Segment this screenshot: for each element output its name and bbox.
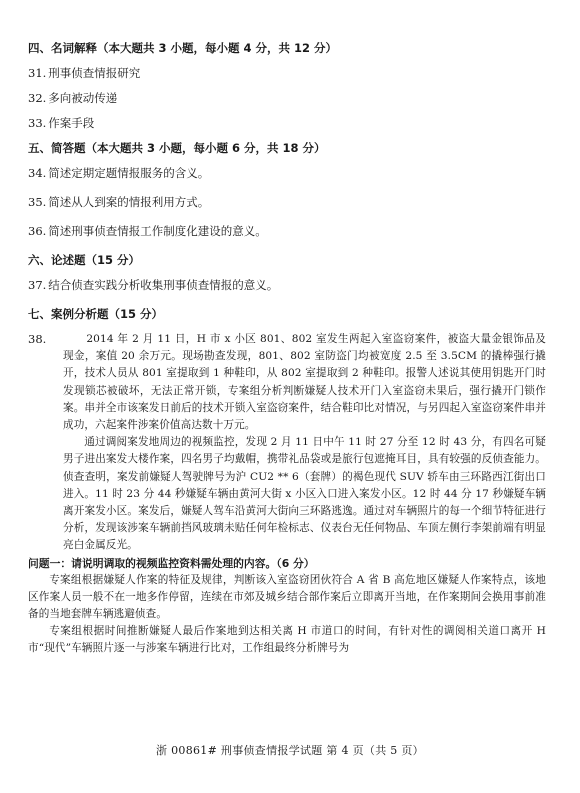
question-number: 32.	[28, 91, 47, 105]
question-number: 37.	[28, 278, 47, 292]
question-text: 简述从人到案的情报利用方式。	[48, 195, 210, 209]
question-number: 31.	[28, 66, 47, 80]
case-paragraph-4: 专案组根据时间推断嫌疑人最后作案地到达相关离 H 市道口的时间，有针对性的调阅相关道口离开 H 市“现代”车辆照片逐一与涉案车辆进行比对，工作组最终分析牌号为	[28, 625, 546, 655]
question-35	[28, 194, 546, 210]
page-footer: 浙 00861# 刑事侦查情报学试题 第 4 页（共 5 页）	[156, 744, 424, 757]
question-text: 刑事侦查情报研究	[48, 66, 141, 80]
section-heading-essay: 六、论述题（15 分）	[28, 253, 141, 267]
question-36	[28, 223, 546, 239]
case-question-1: 问题一：请说明调取的视频监控资料需处理的内容。（6 分）	[28, 556, 315, 570]
question-number: 35.	[28, 195, 47, 209]
question-37	[28, 277, 546, 293]
question-32	[28, 90, 546, 106]
case-paragraph-3: 专案组根据嫌疑人作案的特征及规律，判断该入室盗窃团伙符合 A 省 B 高危地区嫌疑人作案特点，该地区作案人员一般不在一地多作停留，连续在市郊及城乡结合部作案后立即离开当地，在作案期间会换用事前准备的当地套牌车辆逃避侦查。	[28, 573, 546, 621]
case-paragraph-2: 通过调阅案发地周边的视频监控，发现 2 月 11 日中午 11 时 27 分至 12 时 43 分，有四名可疑男子进出案发大楼作案，四名男子均戴帽，携带礼品袋或是旅行包遮掩耳目，具有较强的反侦查能力。侦查查明，案发前嫌疑人驾驶牌号为沪 CU2 ** 6（套牌）的褐色现代 SUV 轿车由三环路西江街出口进入。11 时 23 分 44 秒嫌疑车辆由黄河大街 x 小区入口进入案发小区。12 时 44 分 17 秒嫌疑车辆离开案发小区。案发后，嫌疑人驾车沿黄河大街向三环路逃逸。通过对车辆照片的每一个细节特征进行分析，发现该涉案车辆前挡风玻璃未贴任何年检标志、仪表台无任何物品、车顶左侧行李架前端有明显亮白金属反光。	[63, 436, 546, 552]
question-number: 34.	[28, 166, 47, 180]
section-heading-terms: 四、名词解释（本大题共 3 小题，每小题 4 分，共 12 分）	[28, 41, 338, 55]
question-number: 38.	[28, 332, 47, 346]
section-heading-case-analysis: 七、案例分析题（15 分）	[28, 307, 164, 321]
question-31	[28, 65, 546, 81]
section-heading-short-answer: 五、简答题（本大题共 3 小题，每小题 6 分，共 18 分）	[28, 141, 326, 155]
question-text: 作案手段	[48, 116, 95, 130]
question-text: 多向被动传递	[48, 91, 118, 105]
case-38	[28, 331, 546, 658]
question-text: 结合侦查实践分析收集刑事侦查情报的意义。	[48, 278, 279, 292]
question-text: 简述定期定题情报服务的含义。	[48, 166, 210, 180]
case-paragraph-1: 2014 年 2 月 11 日，H 市 x 小区 801、802 室发生两起入室盗窃案件，被盗大量金银饰品及现金，案值 20 余万元。现场勘查发现，801、802 室防盗门均被宽度 2.5 至 3.5CM 的撬棒强行撬开，技术人员从 801 室提取到 1 种鞋印，从 802 室提取到 2 种鞋印。报警人述说其使用钥匙开门时发现锁芯被破坏，无法正常开锁，专案组分析判断嫌疑人技术开门入室盗窃未果后，强行撬开门锁作案。串并全市该案发日前后的技术开锁入室盗窃案件，结合鞋印比对情况，与另四起入室盗窃案件串并成功，六起案件涉案价值高达数十万元。	[63, 333, 546, 432]
question-34	[28, 165, 546, 181]
question-33	[28, 115, 546, 131]
question-number: 33.	[28, 116, 47, 130]
question-number: 36.	[28, 224, 47, 238]
question-text: 简述刑事侦查情报工作制度化建设的意义。	[48, 224, 267, 238]
